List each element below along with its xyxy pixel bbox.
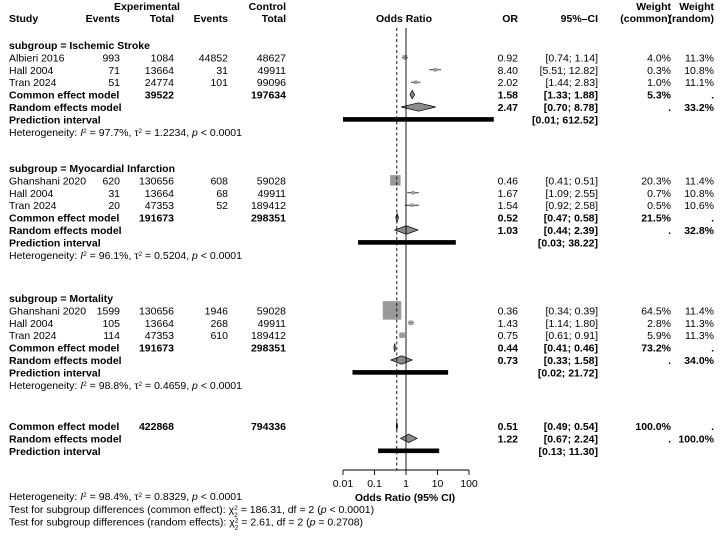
subgroup-3-common-label: Common effect model [9, 342, 120, 355]
subgroup-2-study-2-ctrl-events: 68 [216, 187, 228, 200]
subgroup-1-study-3-name: Tran 2024 [9, 77, 57, 90]
overall-prediction-ci: [0.13; 11.30] [538, 445, 598, 458]
overall-common-exp-total: 422868 [138, 421, 174, 433]
subgroup-3-study-2-exp-events: 105 [102, 317, 120, 330]
subgroup-3-study-3-name: Tran 2024 [9, 330, 57, 343]
subgroup-2-random-ci: [0.44; 2.39] [543, 225, 598, 237]
subgroup-2-study-1-ci: [0.41; 0.51] [545, 175, 598, 188]
x-tick-label-1: 0.01 [332, 478, 354, 490]
subgroup-2-common-or: 0.52 [497, 212, 518, 225]
subgroup-2-common-ctrl-total: 298351 [250, 212, 286, 225]
subgroup-1-title: subgroup = Ischemic Stroke [9, 40, 150, 52]
overall-prediction-bar [378, 449, 439, 454]
subgroup-3-random-or: 0.73 [497, 355, 518, 367]
subgroup-2-title: subgroup = Myocardial Infarction [9, 163, 175, 175]
subgroup-3-study-1-box [383, 301, 401, 319]
overall-common-ctrl-total: 794336 [250, 421, 286, 433]
plot-area [343, 28, 494, 475]
subgroup-1-study-1-weight-random: 11.3% [685, 52, 714, 65]
subgroup-3-study-1-weight-common: 64.5% [641, 305, 671, 318]
x-tick-label-2: 0.1 [367, 478, 382, 490]
subgroup-1-random-weight-random: 33.2% [684, 102, 714, 114]
subgroup-test-2: Test for subgroup differences (random effects): $\chi^2$ $_2$ = 2.61, df = 2 (p = 0.2708) [9, 516, 364, 531]
subgroup-3-study-3-weight-random: 11.3% [685, 330, 714, 343]
subgroup-1-study-3-weight-random: 11.1% [685, 77, 714, 90]
subgroup-3-study-1-weight-random: 11.4% [685, 305, 714, 318]
subgroup-2-prediction-ci: [0.03; 38.22] [537, 237, 598, 250]
subgroup-3-prediction-label: Prediction interval [9, 367, 101, 380]
subgroup-3-study-2-name: Hall 2004 [9, 317, 54, 330]
x-tick-label-5: 100 [460, 478, 478, 490]
subgroup-2-common-ci: [0.47; 0.58] [543, 212, 598, 225]
subgroup-1-study-2-box [434, 68, 437, 71]
subgroup-2-study-3-ctrl-total: 189412 [250, 200, 286, 213]
subgroup-3-common-ci: [0.41; 0.46] [543, 342, 598, 355]
subgroup-3-study-2-ctrl-events: 268 [210, 317, 228, 330]
subgroup-2-study-1-name: Ghanshani 2020 [9, 175, 87, 188]
subgroup-3-common-or: 0.44 [497, 342, 518, 355]
subgroup-2-study-2-name: Hall 2004 [9, 187, 54, 200]
header-control: Control [248, 1, 286, 13]
subgroup-1-common-ctrl-total: 197634 [250, 89, 286, 102]
header-total-exp: Total [149, 13, 174, 25]
subgroup-2-study-1-exp-total: 130656 [138, 175, 174, 188]
subgroup-3-study-1-name: Ghanshani 2020 [9, 305, 87, 318]
table-text [9, 1, 715, 531]
subgroup-3-study-3-or: 0.75 [497, 330, 518, 343]
subgroup-2-study-1-ctrl-events: 608 [210, 175, 228, 188]
subgroup-1-study-3-or: 2.02 [497, 77, 518, 90]
subgroup-2-study-3-name: Tran 2024 [9, 200, 57, 213]
subgroup-1-common-ci: [1.33; 1.88] [543, 89, 598, 102]
overall-random-weight-common: . [668, 433, 671, 446]
header-odds-ratio: Odds Ratio [375, 13, 433, 25]
subgroup-1-study-2-weight-common: 0.3% [647, 64, 671, 77]
subgroup-1-study-3-weight-common: 1.0% [647, 77, 671, 90]
subgroup-2-prediction-bar [358, 240, 456, 245]
x-axis-label: Odds Ratio (95% CI) [354, 492, 456, 504]
subgroup-3-study-2-weight-common: 2.8% [647, 317, 671, 330]
subgroup-3-study-1-exp-events: 1599 [96, 305, 120, 318]
subgroup-3-random-ci: [0.33; 1.58] [543, 355, 598, 367]
subgroup-2-study-3-exp-total: 47353 [144, 200, 174, 213]
subgroup-2-study-2-weight-random: 10.8% [684, 187, 714, 200]
subgroup-1-common-or: 1.58 [497, 89, 518, 102]
subgroup-2-study-1-ctrl-total: 59028 [256, 175, 286, 188]
subgroup-2-study-3-ctrl-events: 52 [216, 200, 228, 213]
subgroup-1-study-3-ci: [1.44; 2.83] [545, 77, 598, 90]
subgroup-3-study-2-ctrl-total: 49911 [257, 317, 286, 330]
subgroup-2-study-2-ctrl-total: 49911 [257, 187, 286, 200]
subgroup-2-study-1-weight-random: 11.4% [685, 175, 714, 188]
subgroup-2-study-1-weight-common: 20.3% [641, 175, 671, 188]
subgroup-2-study-2-weight-common: 0.7% [647, 187, 671, 200]
subgroup-3-study-3-exp-total: 47353 [144, 330, 174, 343]
subgroup-1-study-2-ctrl-events: 31 [216, 64, 228, 77]
overall-common-label: Common effect model [9, 421, 120, 433]
subgroup-3-study-3-ctrl-total: 189412 [250, 330, 286, 343]
subgroup-1-study-2-ci: [5.51; 12.82] [539, 64, 598, 77]
subgroup-2-study-3-or: 1.54 [497, 200, 518, 213]
subgroup-3-random-label: Random effects model [9, 355, 122, 367]
subgroup-3-study-3-box [400, 333, 405, 338]
header-experimental: Experimental [114, 1, 180, 13]
header-total-ctrl: Total [261, 13, 286, 25]
header-study: Study [9, 13, 39, 25]
subgroup-3-study-2-ci: [1.14; 1.80] [545, 317, 598, 330]
header-weight-random: Weight [679, 1, 714, 13]
header-ci: 95%–CI [560, 13, 598, 25]
subgroup-1-study-3-ctrl-events: 101 [210, 77, 228, 90]
subgroup-2-common-exp-total: 191673 [138, 212, 174, 225]
subgroup-2-study-2-or: 1.67 [497, 187, 518, 200]
subgroup-3-random-weight-random: 34.0% [684, 355, 714, 367]
subgroup-2-study-2-exp-total: 13664 [144, 187, 174, 200]
subgroup-1-common-label: Common effect model [9, 89, 120, 102]
subgroup-1-study-3-ctrl-total: 99096 [256, 77, 286, 90]
subgroup-3-prediction-bar [352, 370, 448, 375]
overall-heterogeneity: Heterogeneity: $I^2 = 98.4\%$, $\tau^2 = 0.8329$, p < 0.0001 [9, 491, 242, 503]
subgroup-1-study-3-exp-events: 51 [108, 77, 120, 90]
subgroup-1-study-2-weight-random: 10.8% [684, 64, 714, 77]
subgroup-1-study-2-exp-total: 13664 [144, 64, 174, 77]
subgroup-3-study-3-ctrl-events: 610 [210, 330, 228, 343]
subgroup-3-random-diamond [391, 356, 412, 364]
header-weight-common: Weight [636, 1, 671, 13]
header-common: (common) [620, 13, 671, 25]
subgroup-2-study-1-exp-events: 620 [102, 175, 120, 188]
overall-random-or: 1.22 [497, 433, 518, 446]
subgroup-test-1: Test for subgroup differences (common effect): $\chi^2$ $_2$ = 186.31, df = 2 (p < 0.0001) [9, 504, 375, 519]
subgroup-1-study-2-name: Hall 2004 [9, 64, 54, 77]
subgroup-1-study-1-exp-total: 1084 [150, 52, 174, 65]
subgroup-3-study-2-weight-random: 11.3% [685, 317, 714, 330]
subgroup-1-study-1-name: Albieri 2016 [9, 52, 65, 65]
subgroup-1-common-weight-common: 5.3% [647, 89, 671, 102]
overall-common-or: 0.51 [497, 421, 518, 433]
subgroup-2-study-3-weight-random: 10.6% [684, 200, 714, 213]
subgroup-3-study-1-ci: [0.34; 0.39] [545, 305, 598, 318]
subgroup-2-common-weight-random: . [711, 212, 714, 225]
subgroup-3-study-1-ctrl-total: 59028 [256, 305, 286, 318]
subgroup-3-common-exp-total: 191673 [138, 342, 174, 355]
subgroup-2-study-1-box [390, 175, 400, 185]
subgroup-2-random-weight-random: 32.8% [684, 225, 714, 237]
subgroup-2-study-3-box [410, 204, 413, 207]
subgroup-2-prediction-label: Prediction interval [9, 237, 101, 250]
subgroup-2-common-label: Common effect model [9, 212, 120, 225]
subgroup-3-common-weight-common: 73.2% [641, 342, 671, 355]
subgroup-1-random-ci: [0.70; 8.78] [543, 102, 598, 114]
subgroup-3-heterogeneity: Heterogeneity: $I^2 = 98.8\%$, $\tau^2 = 0.4659$, p < 0.0001 [9, 379, 242, 392]
header-or: OR [502, 13, 518, 25]
subgroup-1-heterogeneity: Heterogeneity: $I^2 = 97.7\%$, $\tau^2 = 1.2234$, p < 0.0001 [9, 126, 242, 139]
subgroup-3-random-weight-common: . [668, 355, 671, 367]
subgroup-3-study-2-exp-total: 13664 [144, 317, 174, 330]
subgroup-1-common-diamond [410, 90, 415, 98]
subgroup-1-prediction-bar [343, 117, 494, 122]
subgroup-1-study-2-exp-events: 71 [108, 64, 120, 77]
subgroup-1-study-1-weight-common: 4.0% [647, 52, 671, 65]
subgroup-1-random-weight-common: . [668, 102, 671, 114]
subgroup-3-study-3-weight-common: 5.9% [647, 330, 671, 343]
subgroup-3-common-weight-random: . [711, 342, 714, 355]
subgroup-2-study-1-or: 0.46 [497, 175, 518, 188]
subgroup-2-heterogeneity: Heterogeneity: $I^2 = 96.1\%$, $\tau^2 = 0.5204$, p < 0.0001 [9, 249, 242, 262]
x-tick-label-3: 1 [403, 478, 409, 490]
subgroup-3-study-1-or: 0.36 [497, 305, 518, 318]
header-events-ctrl: Events [193, 13, 228, 25]
subgroup-3-study-1-ctrl-events: 1946 [204, 305, 228, 318]
subgroup-1-study-2-ctrl-total: 49911 [257, 64, 286, 77]
overall-random-label: Random effects model [9, 433, 122, 446]
overall-random-weight-random: 100.0% [678, 433, 714, 446]
overall-random-ci: [0.67; 2.24] [543, 433, 598, 446]
overall-random-diamond [401, 434, 418, 442]
subgroup-3-common-ctrl-total: 298351 [250, 342, 286, 355]
subgroup-1-study-3-exp-total: 24774 [144, 77, 174, 90]
subgroup-2-study-3-weight-common: 0.5% [647, 200, 671, 213]
overall-common-weight-random: . [711, 421, 714, 433]
subgroup-3-common-diamond [394, 343, 396, 351]
overall-prediction-label: Prediction interval [9, 445, 101, 458]
subgroup-3-study-3-exp-events: 114 [103, 330, 120, 343]
header-events-exp: Events [85, 13, 120, 25]
overall-common-ci: [0.49; 0.54] [543, 421, 598, 433]
subgroup-1-study-1-ci: [0.74; 1.14] [545, 52, 598, 65]
subgroup-2-study-2-ci: [1.09; 2.55] [545, 187, 598, 200]
subgroup-2-random-or: 1.03 [497, 225, 518, 237]
subgroup-1-study-2-or: 8.40 [497, 64, 518, 77]
subgroup-2-study-2-box [412, 191, 415, 194]
header-random: (random) [668, 13, 714, 25]
overall-common-weight-common: 100.0% [635, 421, 671, 433]
subgroup-3-study-2-or: 1.43 [497, 317, 518, 330]
subgroup-3-prediction-ci: [0.02; 21.72] [537, 367, 598, 380]
subgroup-1-study-1-ctrl-total: 48627 [256, 52, 286, 65]
subgroup-1-common-exp-total: 39522 [144, 89, 174, 102]
subgroup-1-study-1-ctrl-events: 44852 [198, 52, 228, 65]
subgroup-3-study-3-ci: [0.61; 0.91] [545, 330, 598, 343]
subgroup-1-common-weight-random: . [711, 89, 714, 102]
subgroup-2-study-3-exp-events: 20 [108, 200, 120, 213]
subgroup-1-random-label: Random effects model [9, 102, 122, 114]
subgroup-2-common-weight-common: 21.5% [641, 212, 671, 225]
subgroup-2-random-label: Random effects model [9, 225, 122, 237]
subgroup-1-prediction-label: Prediction interval [9, 114, 101, 127]
subgroup-1-prediction-ci: [0.01; 612.52] [532, 114, 598, 127]
x-tick-label-4: 10 [431, 478, 444, 490]
subgroup-1-study-1-exp-events: 993 [102, 52, 120, 65]
subgroup-2-study-2-exp-events: 31 [108, 187, 120, 200]
subgroup-2-random-weight-common: . [668, 225, 671, 237]
subgroup-3-study-1-exp-total: 130656 [138, 305, 174, 318]
subgroup-1-random-or: 2.47 [497, 102, 518, 114]
subgroup-3-title: subgroup = Mortality [9, 293, 114, 305]
subgroup-1-study-1-or: 0.92 [497, 52, 518, 65]
subgroup-2-study-3-ci: [0.92; 2.58] [545, 200, 598, 213]
subgroup-1-study-3-box [414, 81, 417, 84]
subgroup-3-study-2-box [409, 321, 413, 325]
